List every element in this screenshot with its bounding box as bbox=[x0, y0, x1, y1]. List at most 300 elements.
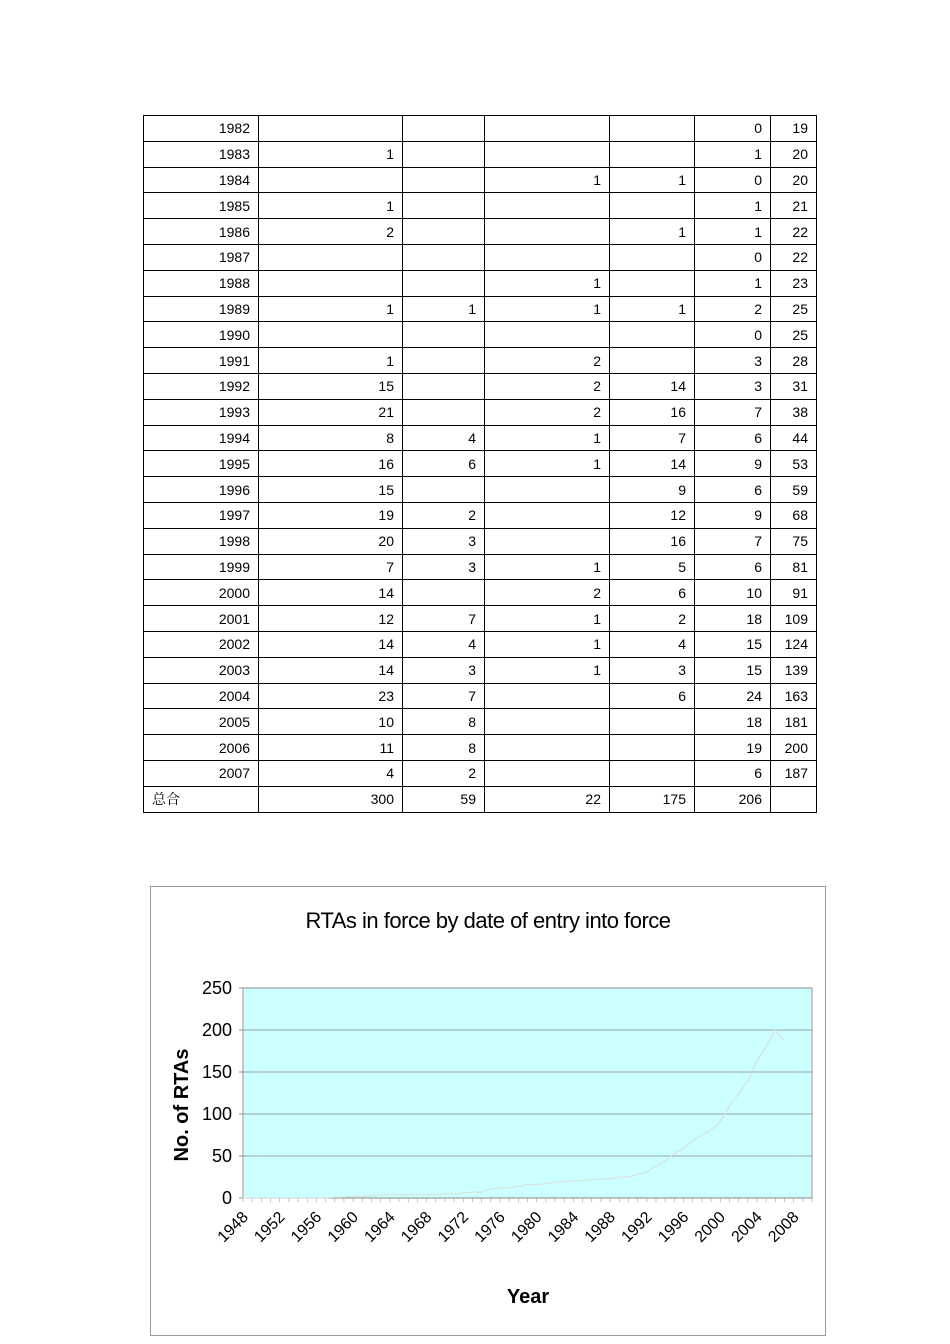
table-row bbox=[144, 373, 817, 399]
year-cell: 2003 bbox=[144, 657, 259, 683]
data-point bbox=[766, 1045, 767, 1046]
table-cell: 1 bbox=[695, 270, 771, 296]
data-point bbox=[325, 1197, 326, 1198]
table-cell: 8 bbox=[259, 425, 403, 451]
table-cell: 14 bbox=[259, 580, 403, 606]
table-row bbox=[144, 554, 817, 580]
x-tick-label: 1992 bbox=[618, 1208, 656, 1246]
table-row bbox=[144, 219, 817, 245]
data-point bbox=[316, 1197, 317, 1198]
table-cell: 14 bbox=[610, 451, 695, 477]
table-cell bbox=[259, 244, 403, 270]
table-cell: 38 bbox=[771, 399, 817, 425]
table-cell: 68 bbox=[771, 502, 817, 528]
table-cell: 20 bbox=[771, 167, 817, 193]
data-point bbox=[499, 1187, 500, 1188]
table-row bbox=[144, 244, 817, 270]
table-cell bbox=[485, 502, 610, 528]
x-tick-label: 1960 bbox=[324, 1208, 362, 1246]
data-point bbox=[738, 1093, 739, 1094]
table-cell: 1 bbox=[485, 451, 610, 477]
year-cell: 2001 bbox=[144, 606, 259, 632]
table-cell bbox=[403, 270, 485, 296]
data-point bbox=[720, 1121, 721, 1122]
table-row bbox=[144, 760, 817, 786]
data-point bbox=[591, 1179, 592, 1180]
table-cell bbox=[403, 193, 485, 219]
data-point bbox=[261, 1197, 262, 1198]
year-cell: 1988 bbox=[144, 270, 259, 296]
table-cell: 19 bbox=[259, 502, 403, 528]
data-point bbox=[398, 1194, 399, 1195]
table-cell: 19 bbox=[771, 116, 817, 142]
table-cell: 206 bbox=[695, 786, 771, 812]
y-tick-label: 50 bbox=[211, 1146, 232, 1166]
table-cell: 1 bbox=[610, 219, 695, 245]
year-cell: 1999 bbox=[144, 554, 259, 580]
data-point bbox=[747, 1081, 748, 1082]
table-cell: 1 bbox=[610, 296, 695, 322]
data-point bbox=[242, 1197, 243, 1198]
year-cell: 1983 bbox=[144, 141, 259, 167]
year-cell: 1986 bbox=[144, 219, 259, 245]
table-cell: 109 bbox=[771, 606, 817, 632]
total-label-cell: 总合 bbox=[144, 786, 259, 812]
data-point bbox=[343, 1197, 344, 1198]
data-point bbox=[701, 1134, 702, 1135]
table-cell: 4 bbox=[403, 631, 485, 657]
table-cell: 181 bbox=[771, 709, 817, 735]
table-cell bbox=[259, 270, 403, 296]
table-cell bbox=[771, 786, 817, 812]
year-cell: 1997 bbox=[144, 502, 259, 528]
table-cell: 23 bbox=[771, 270, 817, 296]
table-cell: 53 bbox=[771, 451, 817, 477]
year-cell: 1989 bbox=[144, 296, 259, 322]
x-tick-label: 1972 bbox=[434, 1208, 473, 1246]
table-row bbox=[144, 631, 817, 657]
data-point bbox=[674, 1153, 675, 1154]
data-point bbox=[362, 1196, 363, 1197]
table-cell: 163 bbox=[771, 683, 817, 709]
data-point bbox=[665, 1160, 666, 1161]
table-cell bbox=[610, 709, 695, 735]
table-cell: 2 bbox=[485, 580, 610, 606]
table-cell: 59 bbox=[403, 786, 485, 812]
table-cell: 1 bbox=[485, 631, 610, 657]
table-cell bbox=[485, 735, 610, 761]
table-cell: 9 bbox=[695, 451, 771, 477]
table-cell: 19 bbox=[695, 735, 771, 761]
data-point bbox=[600, 1179, 601, 1180]
year-cell: 1985 bbox=[144, 193, 259, 219]
table-cell: 1 bbox=[485, 270, 610, 296]
data-point bbox=[371, 1195, 372, 1196]
table-cell: 6 bbox=[695, 554, 771, 580]
y-axis-title: No. of RTAs bbox=[171, 1048, 193, 1162]
x-tick-label: 1984 bbox=[545, 1208, 583, 1246]
y-tick-label: 150 bbox=[201, 1062, 232, 1082]
table-cell bbox=[485, 760, 610, 786]
table-cell: 5 bbox=[610, 554, 695, 580]
table-cell: 1 bbox=[695, 141, 771, 167]
table-cell: 124 bbox=[771, 631, 817, 657]
table-cell bbox=[610, 116, 695, 142]
table-cell bbox=[403, 348, 485, 374]
data-point bbox=[775, 1029, 776, 1030]
table-cell: 187 bbox=[771, 760, 817, 786]
table-cell: 175 bbox=[610, 786, 695, 812]
table-cell bbox=[403, 141, 485, 167]
data-point bbox=[628, 1176, 629, 1177]
data-point bbox=[683, 1148, 684, 1149]
table-cell bbox=[610, 760, 695, 786]
table-cell: 15 bbox=[695, 631, 771, 657]
data-point bbox=[756, 1060, 757, 1061]
table-cell bbox=[403, 322, 485, 348]
table-cell: 20 bbox=[259, 528, 403, 554]
data-point bbox=[554, 1181, 555, 1182]
table-cell: 12 bbox=[610, 502, 695, 528]
table-cell: 2 bbox=[695, 296, 771, 322]
table-cell bbox=[403, 167, 485, 193]
year-cell: 1996 bbox=[144, 477, 259, 503]
table-cell: 2 bbox=[403, 760, 485, 786]
data-point bbox=[288, 1197, 289, 1198]
table-cell: 21 bbox=[771, 193, 817, 219]
data-point bbox=[564, 1181, 565, 1182]
table-cell: 8 bbox=[403, 709, 485, 735]
table-cell: 3 bbox=[695, 348, 771, 374]
year-cell: 1995 bbox=[144, 451, 259, 477]
table-cell: 44 bbox=[771, 425, 817, 451]
table-cell bbox=[485, 244, 610, 270]
table-cell: 2 bbox=[403, 502, 485, 528]
table-cell bbox=[610, 244, 695, 270]
table-cell bbox=[259, 167, 403, 193]
table-cell bbox=[259, 322, 403, 348]
table-cell bbox=[403, 399, 485, 425]
year-cell: 1998 bbox=[144, 528, 259, 554]
table-cell: 10 bbox=[259, 709, 403, 735]
table-row bbox=[144, 141, 817, 167]
year-cell: 1992 bbox=[144, 373, 259, 399]
table-cell: 3 bbox=[403, 554, 485, 580]
table-cell: 15 bbox=[695, 657, 771, 683]
x-tick-label: 2004 bbox=[728, 1208, 766, 1246]
year-cell: 1984 bbox=[144, 167, 259, 193]
table-cell: 28 bbox=[771, 348, 817, 374]
table-cell: 1 bbox=[610, 167, 695, 193]
x-tick-label: 2000 bbox=[691, 1208, 730, 1246]
table-cell: 6 bbox=[610, 580, 695, 606]
table-cell: 15 bbox=[259, 373, 403, 399]
table-cell bbox=[485, 116, 610, 142]
plot-area bbox=[243, 988, 812, 1198]
table-cell bbox=[610, 141, 695, 167]
table-cell: 18 bbox=[695, 606, 771, 632]
table-cell: 0 bbox=[695, 322, 771, 348]
table-cell: 1 bbox=[485, 425, 610, 451]
table-cell: 0 bbox=[695, 167, 771, 193]
y-tick-label: 200 bbox=[201, 1020, 232, 1040]
table-cell: 7 bbox=[403, 606, 485, 632]
data-point bbox=[490, 1188, 491, 1189]
table-cell: 2 bbox=[485, 348, 610, 374]
table-cell: 12 bbox=[259, 606, 403, 632]
table-row bbox=[144, 425, 817, 451]
table-cell bbox=[485, 709, 610, 735]
table-cell: 8 bbox=[403, 735, 485, 761]
data-point bbox=[536, 1184, 537, 1185]
table-cell: 25 bbox=[771, 296, 817, 322]
table-row bbox=[144, 477, 817, 503]
y-tick-label: 100 bbox=[201, 1104, 232, 1124]
table-cell: 1 bbox=[259, 348, 403, 374]
table-cell: 1 bbox=[485, 167, 610, 193]
table-cell bbox=[403, 580, 485, 606]
table-cell: 7 bbox=[695, 399, 771, 425]
year-cell: 2006 bbox=[144, 735, 259, 761]
data-point bbox=[481, 1192, 482, 1193]
year-cell: 1990 bbox=[144, 322, 259, 348]
table-cell: 1 bbox=[485, 296, 610, 322]
table-cell: 22 bbox=[485, 786, 610, 812]
table-cell bbox=[610, 193, 695, 219]
table-cell: 200 bbox=[771, 735, 817, 761]
table-cell: 6 bbox=[403, 451, 485, 477]
table-cell: 6 bbox=[695, 760, 771, 786]
data-point bbox=[710, 1129, 711, 1130]
data-point bbox=[729, 1106, 730, 1107]
data-point bbox=[619, 1176, 620, 1177]
chart-frame bbox=[150, 886, 826, 1336]
data-point bbox=[509, 1187, 510, 1188]
year-cell: 2002 bbox=[144, 631, 259, 657]
table-row bbox=[144, 606, 817, 632]
table-cell: 0 bbox=[695, 116, 771, 142]
table-cell: 9 bbox=[610, 477, 695, 503]
x-tick-label: 1964 bbox=[361, 1208, 399, 1246]
table-cell: 16 bbox=[259, 451, 403, 477]
table-cell: 31 bbox=[771, 373, 817, 399]
table-cell: 1 bbox=[695, 219, 771, 245]
data-point bbox=[692, 1140, 693, 1141]
table-body bbox=[144, 116, 817, 813]
table-cell: 1 bbox=[259, 193, 403, 219]
x-tick-label: 1988 bbox=[581, 1208, 619, 1246]
table-cell: 7 bbox=[695, 528, 771, 554]
table-cell: 14 bbox=[259, 657, 403, 683]
data-point bbox=[307, 1197, 308, 1198]
table-cell: 2 bbox=[610, 606, 695, 632]
data-point bbox=[545, 1183, 546, 1184]
data-point bbox=[334, 1197, 335, 1198]
table-cell: 14 bbox=[610, 373, 695, 399]
table-cell: 1 bbox=[485, 606, 610, 632]
table-row bbox=[144, 451, 817, 477]
table-row bbox=[144, 580, 817, 606]
table-cell bbox=[403, 477, 485, 503]
year-cell: 1982 bbox=[144, 116, 259, 142]
chart-title: RTAs in force by date of entry into force bbox=[305, 908, 671, 933]
table-cell: 1 bbox=[485, 657, 610, 683]
data-point bbox=[646, 1171, 647, 1172]
table-cell: 3 bbox=[610, 657, 695, 683]
table-cell: 23 bbox=[259, 683, 403, 709]
table-row bbox=[144, 657, 817, 683]
data-point bbox=[353, 1196, 354, 1197]
table-cell: 9 bbox=[695, 502, 771, 528]
table-row bbox=[144, 709, 817, 735]
table-cell: 0 bbox=[695, 244, 771, 270]
table-row bbox=[144, 735, 817, 761]
year-cell: 2004 bbox=[144, 683, 259, 709]
table-cell: 6 bbox=[610, 683, 695, 709]
data-point bbox=[389, 1194, 390, 1195]
table-row bbox=[144, 193, 817, 219]
table-cell: 6 bbox=[695, 477, 771, 503]
year-cell: 1994 bbox=[144, 425, 259, 451]
data-point bbox=[435, 1194, 436, 1195]
table-cell: 2 bbox=[485, 399, 610, 425]
table-cell: 91 bbox=[771, 580, 817, 606]
table-cell: 3 bbox=[403, 657, 485, 683]
table-cell: 21 bbox=[259, 399, 403, 425]
data-point bbox=[472, 1192, 473, 1193]
table-cell: 3 bbox=[403, 528, 485, 554]
chart bbox=[151, 887, 825, 1335]
table-cell: 15 bbox=[259, 477, 403, 503]
table-row bbox=[144, 296, 817, 322]
data-point bbox=[279, 1197, 280, 1198]
x-tick-label: 1952 bbox=[251, 1208, 289, 1246]
data-point bbox=[463, 1192, 464, 1193]
table-cell: 25 bbox=[771, 322, 817, 348]
table-cell: 1 bbox=[695, 193, 771, 219]
x-axis-title: Year bbox=[506, 1286, 550, 1308]
data-point bbox=[297, 1197, 298, 1198]
table-cell bbox=[403, 219, 485, 245]
year-cell: 1991 bbox=[144, 348, 259, 374]
data-point bbox=[573, 1181, 574, 1182]
table-row bbox=[144, 528, 817, 554]
table-row bbox=[144, 167, 817, 193]
table-row bbox=[144, 116, 817, 142]
table-cell bbox=[259, 116, 403, 142]
table-cell bbox=[610, 348, 695, 374]
data-point bbox=[453, 1193, 454, 1194]
table-cell: 1 bbox=[259, 296, 403, 322]
table-cell: 10 bbox=[695, 580, 771, 606]
total-row bbox=[144, 786, 817, 812]
data-point bbox=[270, 1197, 271, 1198]
table-cell: 22 bbox=[771, 244, 817, 270]
table-cell: 22 bbox=[771, 219, 817, 245]
table-cell: 7 bbox=[610, 425, 695, 451]
x-tick-label: 1968 bbox=[398, 1208, 436, 1246]
table-cell: 16 bbox=[610, 528, 695, 554]
table-cell: 24 bbox=[695, 683, 771, 709]
table-cell bbox=[485, 219, 610, 245]
y-tick-label: 250 bbox=[201, 978, 232, 998]
table-cell bbox=[485, 477, 610, 503]
data-point bbox=[417, 1194, 418, 1195]
table-cell: 6 bbox=[695, 425, 771, 451]
table-cell: 14 bbox=[259, 631, 403, 657]
data-point bbox=[637, 1174, 638, 1175]
table-cell: 7 bbox=[403, 683, 485, 709]
x-tick-label: 1996 bbox=[655, 1208, 693, 1246]
data-point bbox=[527, 1184, 528, 1185]
data-table bbox=[143, 115, 817, 813]
table-cell: 7 bbox=[259, 554, 403, 580]
table-cell bbox=[403, 244, 485, 270]
data-point bbox=[609, 1178, 610, 1179]
table-cell: 1 bbox=[403, 296, 485, 322]
table-cell bbox=[610, 735, 695, 761]
data-point bbox=[784, 1040, 785, 1041]
table-row bbox=[144, 270, 817, 296]
table-cell: 2 bbox=[259, 219, 403, 245]
year-cell: 2007 bbox=[144, 760, 259, 786]
table-cell: 81 bbox=[771, 554, 817, 580]
table-cell bbox=[403, 116, 485, 142]
data-point bbox=[380, 1194, 381, 1195]
year-cell: 2000 bbox=[144, 580, 259, 606]
table-row bbox=[144, 399, 817, 425]
data-point bbox=[655, 1165, 656, 1166]
table-row bbox=[144, 683, 817, 709]
table-cell: 11 bbox=[259, 735, 403, 761]
table-row bbox=[144, 348, 817, 374]
table-cell: 20 bbox=[771, 141, 817, 167]
data-point bbox=[582, 1180, 583, 1181]
table-cell bbox=[610, 322, 695, 348]
table-cell: 4 bbox=[610, 631, 695, 657]
data-point bbox=[252, 1197, 253, 1198]
data-point bbox=[426, 1194, 427, 1195]
table-cell: 4 bbox=[259, 760, 403, 786]
table-cell: 300 bbox=[259, 786, 403, 812]
table-cell bbox=[485, 683, 610, 709]
table-cell: 1 bbox=[485, 554, 610, 580]
data-point bbox=[444, 1193, 445, 1194]
table-cell bbox=[485, 193, 610, 219]
table-cell: 16 bbox=[610, 399, 695, 425]
table-cell: 3 bbox=[695, 373, 771, 399]
table-cell: 4 bbox=[403, 425, 485, 451]
table-cell bbox=[485, 322, 610, 348]
table-cell bbox=[610, 270, 695, 296]
x-tick-label: 2008 bbox=[765, 1208, 803, 1246]
table-row bbox=[144, 322, 817, 348]
table-cell: 2 bbox=[485, 373, 610, 399]
table-cell: 18 bbox=[695, 709, 771, 735]
table-cell bbox=[485, 141, 610, 167]
table-cell bbox=[403, 373, 485, 399]
data-point bbox=[408, 1194, 409, 1195]
year-cell: 2005 bbox=[144, 709, 259, 735]
data-point bbox=[518, 1186, 519, 1187]
table-row bbox=[144, 502, 817, 528]
x-tick-label: 1956 bbox=[288, 1208, 326, 1246]
year-cell: 1987 bbox=[144, 244, 259, 270]
x-tick-label: 1948 bbox=[214, 1208, 252, 1246]
table-cell: 1 bbox=[259, 141, 403, 167]
x-tick-label: 1980 bbox=[508, 1208, 546, 1246]
table-cell: 59 bbox=[771, 477, 817, 503]
